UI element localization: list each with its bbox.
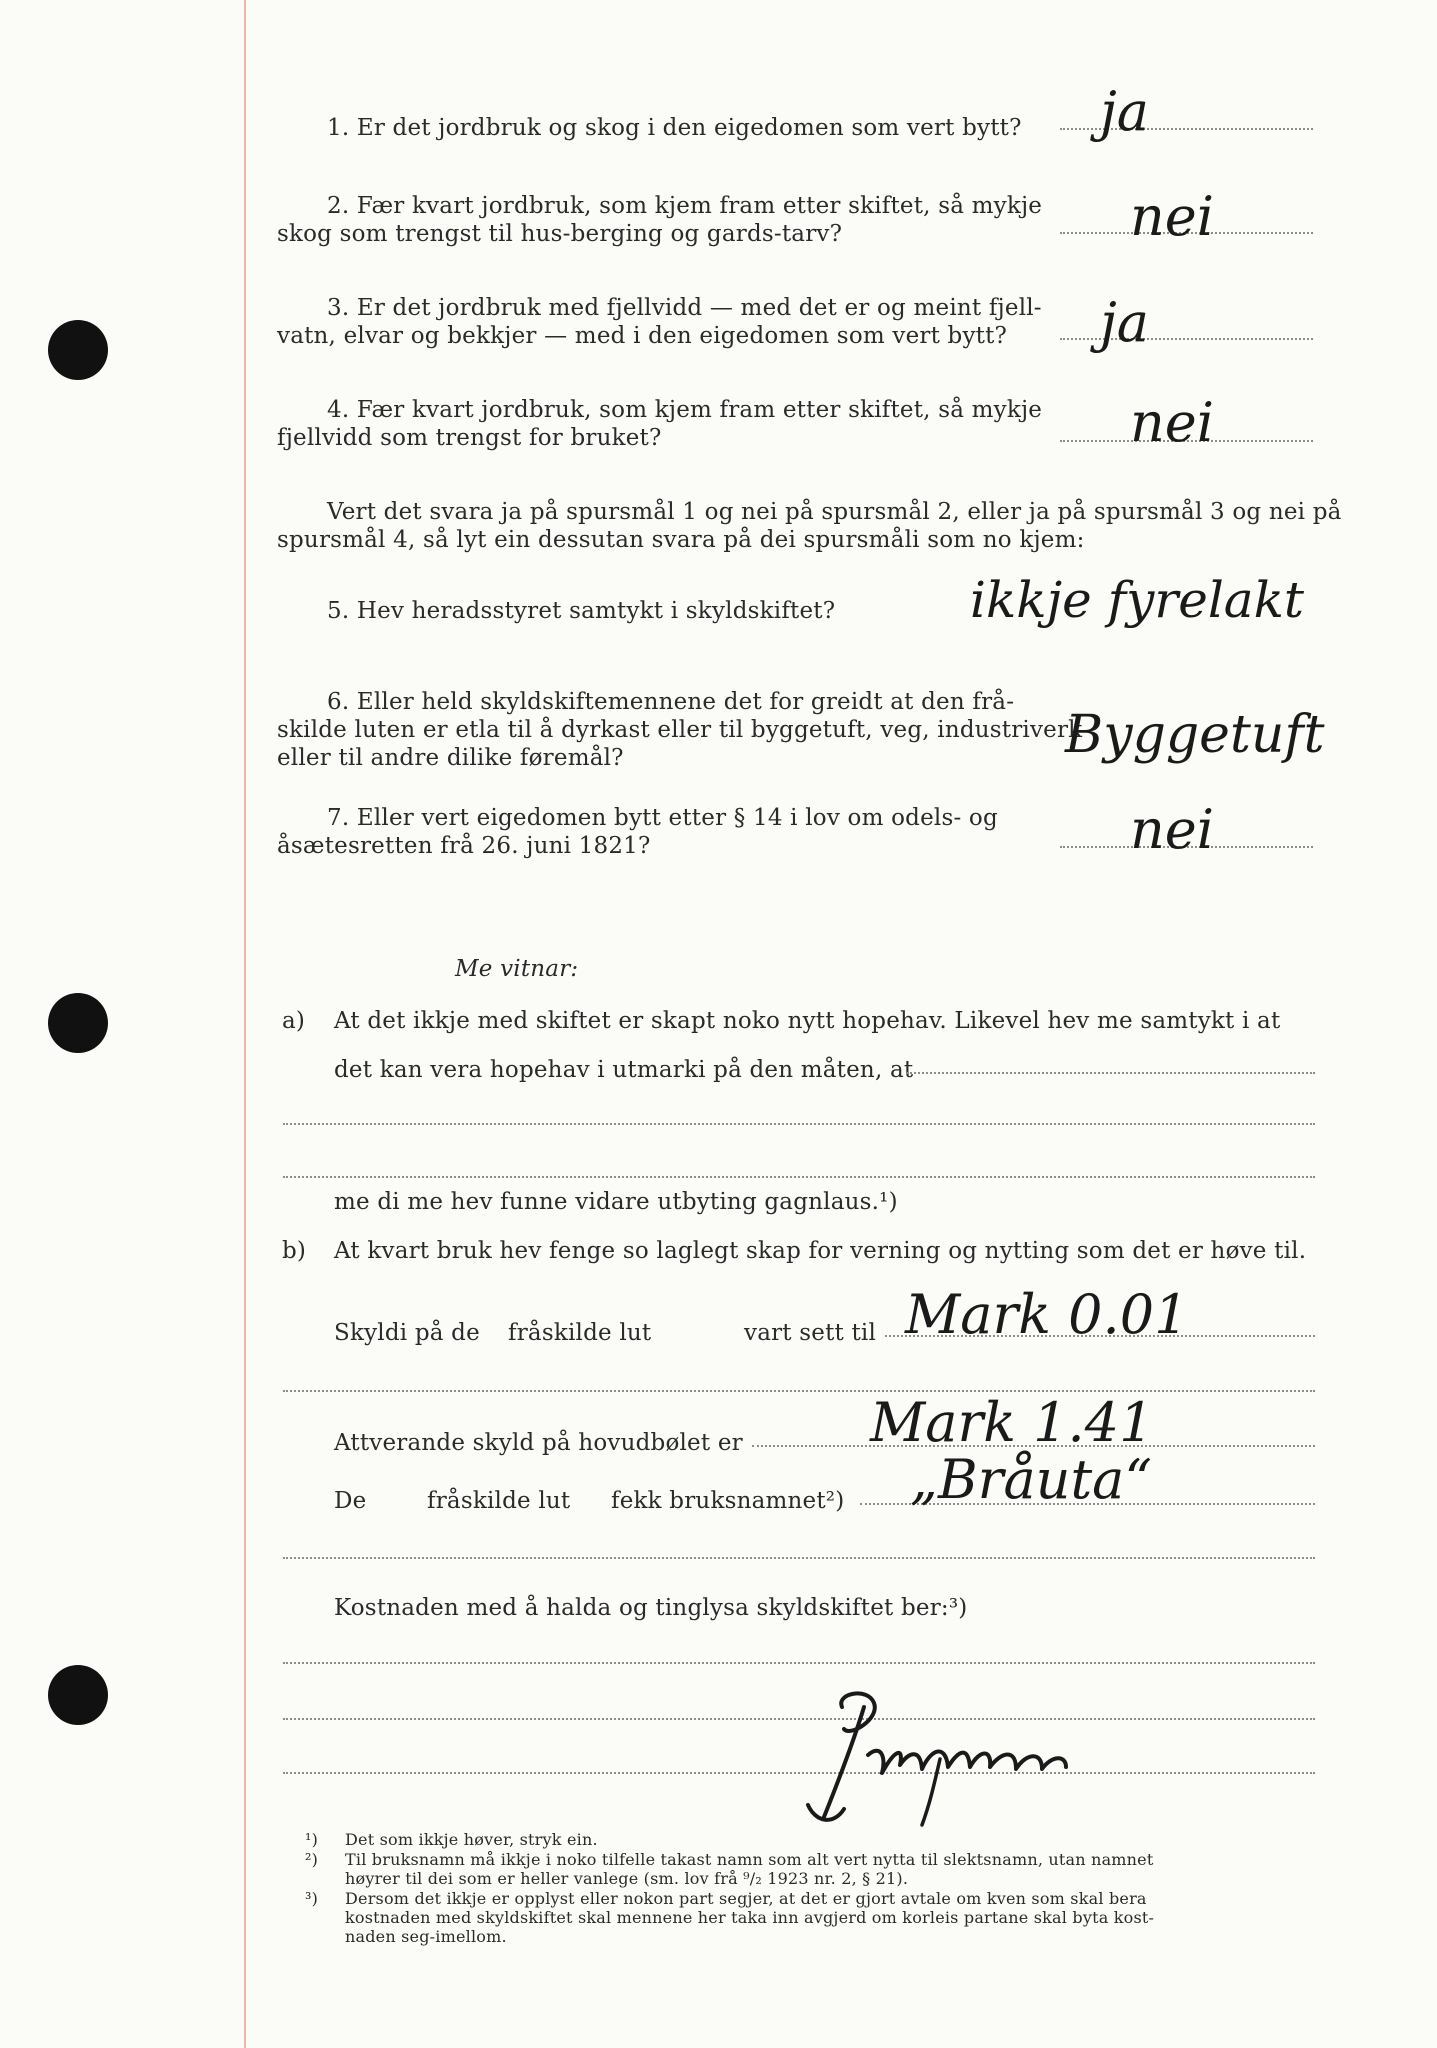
witness-a-line-2: det kan vera hopehav i utmarki på den måten, at (334, 1057, 914, 1083)
margin-line (244, 0, 246, 2048)
skyld-value: Mark 0.01 (905, 1283, 1189, 1346)
question-4-line-1: 4. Fær kvart jordbruk, som kjem fram etter skiftet, så mykje (327, 397, 1043, 423)
question-5: 5. Hev heradsstyret samtykt i skyldskiftet? (327, 598, 836, 624)
bruksnamn-extra-line (283, 1557, 1315, 1559)
skyld-label-1: Skyldi på de (334, 1320, 480, 1346)
punch-hole-bottom (48, 1665, 108, 1725)
answer-3: ja (1100, 291, 1149, 354)
bruksnamn-label-3: fekk bruksnamnet²) (611, 1488, 845, 1514)
footnote-3-line-3: naden seg-imellom. (345, 1927, 507, 1946)
kostnad-line-1 (283, 1662, 1315, 1664)
skyld-label-3: vart sett til (744, 1320, 877, 1346)
instruction-line-2: spursmål 4, så lyt ein dessutan svara på dei spursmåli som no kjem: (277, 527, 1085, 553)
question-3-line-2: vatn, elvar og bekkjer — med i den eigedomen som vert bytt? (277, 323, 1008, 349)
attverande-value: Mark 1.41 (870, 1391, 1154, 1454)
witness-a-line-3: me di me hev funne vidare utbyting gagnlaus.¹) (334, 1189, 898, 1215)
footnote-1: Det som ikkje høver, stryk ein. (345, 1830, 598, 1849)
footnote-2-number: ²) (305, 1850, 319, 1869)
footnote-1-number: ¹) (305, 1830, 319, 1849)
witness-b-line-1: At kvart bruk hev fenge so laglegt skap for verning og nytting som det er høve til. (334, 1238, 1307, 1264)
skyld-label-2: fråskilde lut (508, 1320, 652, 1346)
witness-a-fill-2 (283, 1123, 1315, 1125)
question-7-line-1: 7. Eller vert eigedomen bytt etter § 14 i lov om odels- og (327, 805, 998, 831)
signature-kjoparen (790, 1685, 1110, 1835)
punch-hole-middle (48, 993, 108, 1053)
answer-2: nei (1130, 185, 1215, 248)
footnote-3-line-1: Dersom det ikkje er opplyst eller nokon part segjer, at det er gjort avtale om kven som skal bera (345, 1889, 1147, 1908)
answer-4: nei (1130, 391, 1215, 454)
answer-line-1 (1060, 128, 1313, 130)
skyld-extra-line (283, 1390, 1315, 1392)
instruction-line-1: Vert det svara ja på spursmål 1 og nei på spursmål 2, eller ja på spursmål 3 og nei på (327, 499, 1342, 525)
witness-a-fill-1 (907, 1072, 1315, 1074)
bruksnamn-label-1: De (334, 1488, 367, 1514)
answer-5: ikkje fyrelakt (970, 571, 1305, 629)
answer-6: Byggetuft (1065, 705, 1325, 765)
witness-heading: Me vitnar: (455, 956, 579, 982)
attverande-label: Attverande skyld på hovudbølet er (334, 1430, 743, 1456)
punch-hole-top (48, 320, 108, 380)
question-7-line-2: åsætesretten frå 26. juni 1821? (277, 833, 651, 859)
question-3-line-1: 3. Er det jordbruk med fjellvidd — med det er og meint fjell- (327, 295, 1042, 321)
footnote-3-line-2: kostnaden med skyldskiftet skal mennene her taka inn avgjerd om korleis partane skal byta kost- (345, 1908, 1155, 1927)
witness-a-fill-3 (283, 1176, 1315, 1178)
bruksnamn-value: „Bråuta“ (910, 1448, 1152, 1511)
question-4-line-2: fjellvidd som trengst for bruket? (277, 425, 662, 451)
kostnad-label: Kostnaden med å halda og tinglysa skyldskiftet ber:³) (334, 1595, 968, 1621)
witness-a-marker: a) (282, 1008, 306, 1034)
footnote-3-number: ³) (305, 1889, 319, 1908)
witness-b-marker: b) (282, 1238, 307, 1264)
question-6-line-2: skilde luten er etla til å dyrkast eller til byggetuft, veg, industriverk (277, 717, 1083, 743)
question-1: 1. Er det jordbruk og skog i den eigedomen som vert bytt? (327, 115, 1022, 141)
answer-line-3 (1060, 338, 1313, 340)
question-2-line-1: 2. Fær kvart jordbruk, som kjem fram etter skiftet, så mykje (327, 193, 1043, 219)
answer-7: nei (1130, 798, 1215, 861)
footnote-2-line-2: høyrer til dei som er heller vanlege (sm. lov frå ⁹/₂ 1923 nr. 2, § 21). (345, 1869, 909, 1888)
answer-1: ja (1100, 80, 1149, 143)
footnote-2-line-1: Til bruksnamn må ikkje i noko tilfelle takast namn som alt vert nytta til slektsnamn, utan namnet (345, 1850, 1154, 1869)
question-2-line-2: skog som trengst til hus-berging og gards-tarv? (277, 221, 843, 247)
question-6-line-1: 6. Eller held skyldskiftemennene det for greidt at den frå- (327, 689, 1015, 715)
question-6-line-3: eller til andre dilike føremål? (277, 745, 624, 771)
bruksnamn-label-2: fråskilde lut (427, 1488, 571, 1514)
witness-a-line-1: At det ikkje med skiftet er skapt noko nytt hopehav. Likevel hev me samtykt i at (334, 1008, 1281, 1034)
